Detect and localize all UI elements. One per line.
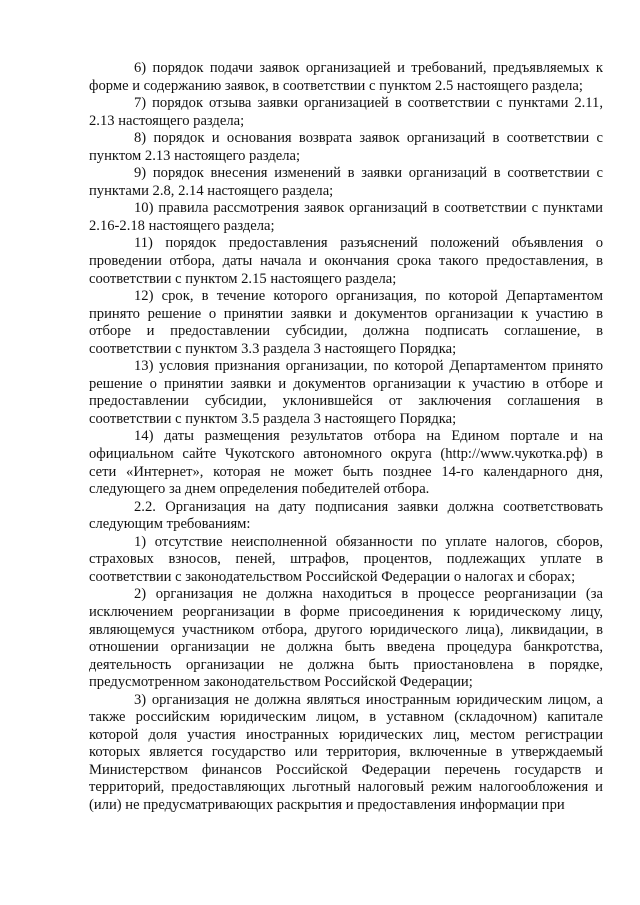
requirement-item-1: 1) отсутствие неисполненной обязанности по уплате налогов, сборов, страховых взносов, пеней, штрафов, процентов, подлежащих уплате в соответствии с законодательством Российской Федерации о налогах и сборах; <box>89 533 603 585</box>
list-item-12: 12) срок, в течение которого организация, по которой Департаментом принято решение о принятии заявки и документов организации к участию в отборе и предоставлении субсидии, должна подписать соглашение, в соответствии с пунктом 3.3 раздела 3 настоящего Порядка; <box>89 288 603 357</box>
requirement-item-2: 2) организация не должна находиться в процессе реорганизации (за исключением реорганизации в форме присоединения к юридическому лицу, являющемуся участником отбора, другого юридического лица), ликвидации, в отношении организации не должна быть введена процедура банкротства, деятельность организации не должна быть приостановлена в порядке, предусмотренном законодательством Российской Федерации; <box>89 586 603 691</box>
list-item-7: 7) порядок отзыва заявки организацией в соответствии с пунктами 2.11, 2.13 настоящего раздела; <box>89 95 603 129</box>
document-body <box>89 60 603 815</box>
list-item-14: 14) даты размещения результатов отбора на Едином портале и на официальном сайте Чукотского автономного округа (http://www.чукотка.рф) в сети «Интернет», которая не может быть позднее 14-го календарного дня, следующего за днем определения победителей отбора. <box>89 428 603 498</box>
list-item-10: 10) правила рассмотрения заявок организаций в соответствии с пунктами 2.16-2.18 настоящего раздела; <box>89 200 603 234</box>
list-item-9: 9) порядок внесения изменений в заявки организаций в соответствии с пунктами 2.8, 2.14 настоящего раздела; <box>89 165 603 199</box>
list-item-6: 6) порядок подачи заявок организацией и требований, предъявляемых к форме и содержанию заявок, в соответствии с пунктом 2.5 настоящего раздела; <box>89 60 603 94</box>
section-2-2-paragraph: 2.2. Организация на дату подписания заявки должна соответствовать следующим требованиям: <box>89 498 603 533</box>
list-item-11: 11) порядок предоставления разъяснений положений объявления о проведении отбора, даты начала и окончания срока такого предоставления, в соответствии с пунктом 2.15 настоящего раздела; <box>89 235 603 287</box>
list-item-13: 13) условия признания организации, по которой Департаментом принято решение о принятии заявки и документов организации к участию в отборе и предоставлении субсидии, уклонившейся от заключения соглашения в соответствии с пунктом 3.5 раздела 3 настоящего Порядка; <box>89 358 603 427</box>
list-item-8: 8) порядок и основания возврата заявок организаций в соответствии с пунктом 2.13 настоящего раздела; <box>89 130 603 164</box>
requirement-item-3: 3) организация не должна являться иностранным юридическим лицом, а также российским юридическим лицом, в уставном (складочном) капитале которой доля участия иностранных юридических лиц, местом регистрации которых является государство или территория, включенные в утверждаемый Министерством финансов Российской Федерации перечень государств и территорий, предоставляющих льготный налоговый режим налогообложения и (или) не предусматривающих раскрытия и предоставления информации при <box>89 691 603 813</box>
